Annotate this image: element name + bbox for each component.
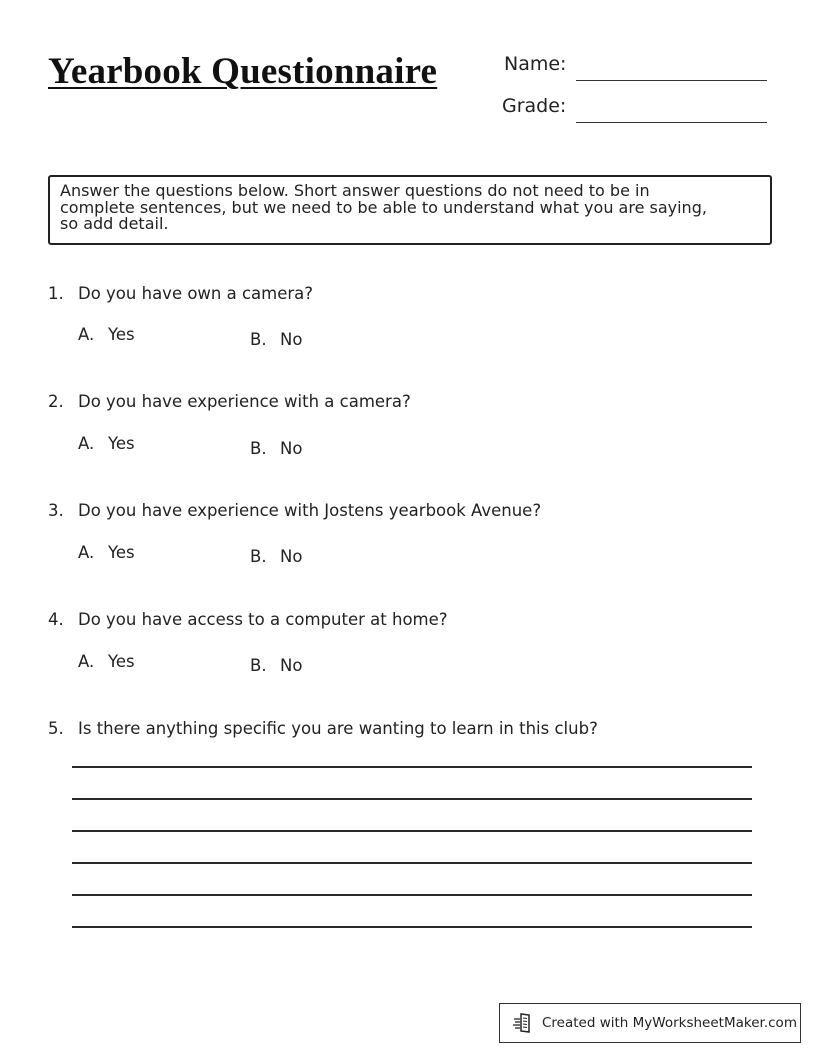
option-label: Yes — [108, 543, 135, 562]
instructions-line: complete sentences, but we need to be able to understand what you are saying, — [60, 197, 707, 217]
name-field[interactable] — [576, 80, 767, 81]
question-text: Do you have experience with a camera? — [78, 392, 411, 411]
option-b[interactable] — [250, 330, 302, 349]
question-number: 1. — [48, 284, 64, 303]
page-title: Yearbook Questionnaire — [48, 51, 438, 92]
option-letter: B. — [250, 547, 267, 566]
option-a[interactable] — [78, 652, 135, 671]
option-b[interactable] — [250, 547, 302, 566]
instructions-box — [48, 175, 772, 245]
question-number: 5. — [48, 719, 64, 738]
question-number: 2. — [48, 392, 64, 411]
option-letter: A. — [78, 543, 95, 562]
option-letter: B. — [250, 330, 267, 349]
badge-text: Created with MyWorksheetMaker.com — [542, 1015, 797, 1031]
created-with-badge[interactable] — [499, 1003, 801, 1043]
question-text: Do you have access to a computer at home? — [78, 610, 448, 629]
question-text: Do you have own a camera? — [78, 284, 314, 303]
option-label: No — [280, 439, 303, 458]
answer-line[interactable] — [72, 862, 752, 864]
option-letter: A. — [78, 434, 95, 453]
option-label: No — [280, 656, 303, 675]
question-number: 4. — [48, 610, 64, 629]
instructions-line: Answer the questions below. Short answer questions do not need to be in — [60, 181, 650, 200]
name-label: Name: — [504, 53, 567, 75]
answer-line[interactable] — [72, 894, 752, 896]
option-letter: A. — [78, 325, 95, 344]
answer-line[interactable] — [72, 830, 752, 832]
option-label: Yes — [108, 325, 135, 344]
option-b[interactable] — [250, 656, 302, 675]
question-text: Do you have experience with Jostens yearbook Avenue? — [78, 501, 542, 520]
answer-line[interactable] — [72, 798, 752, 800]
option-letter: A. — [78, 652, 95, 671]
grade-label: Grade: — [502, 95, 567, 117]
worksheet-logo-icon — [512, 1012, 534, 1034]
option-label: Yes — [108, 434, 135, 453]
option-a[interactable] — [78, 543, 135, 562]
option-label: No — [280, 547, 303, 566]
option-a[interactable] — [78, 325, 135, 344]
option-letter: B. — [250, 439, 267, 458]
option-label: No — [280, 330, 303, 349]
option-a[interactable] — [78, 434, 135, 453]
option-label: Yes — [108, 652, 135, 671]
question-text: Is there anything specific you are wanting to learn in this club? — [78, 719, 598, 738]
answer-line[interactable] — [72, 926, 752, 928]
option-b[interactable] — [250, 439, 302, 458]
option-letter: B. — [250, 656, 267, 675]
instructions-line: so add detail. — [60, 214, 169, 233]
answer-line[interactable] — [72, 766, 752, 768]
question-number: 3. — [48, 501, 64, 520]
grade-field[interactable] — [576, 122, 767, 123]
